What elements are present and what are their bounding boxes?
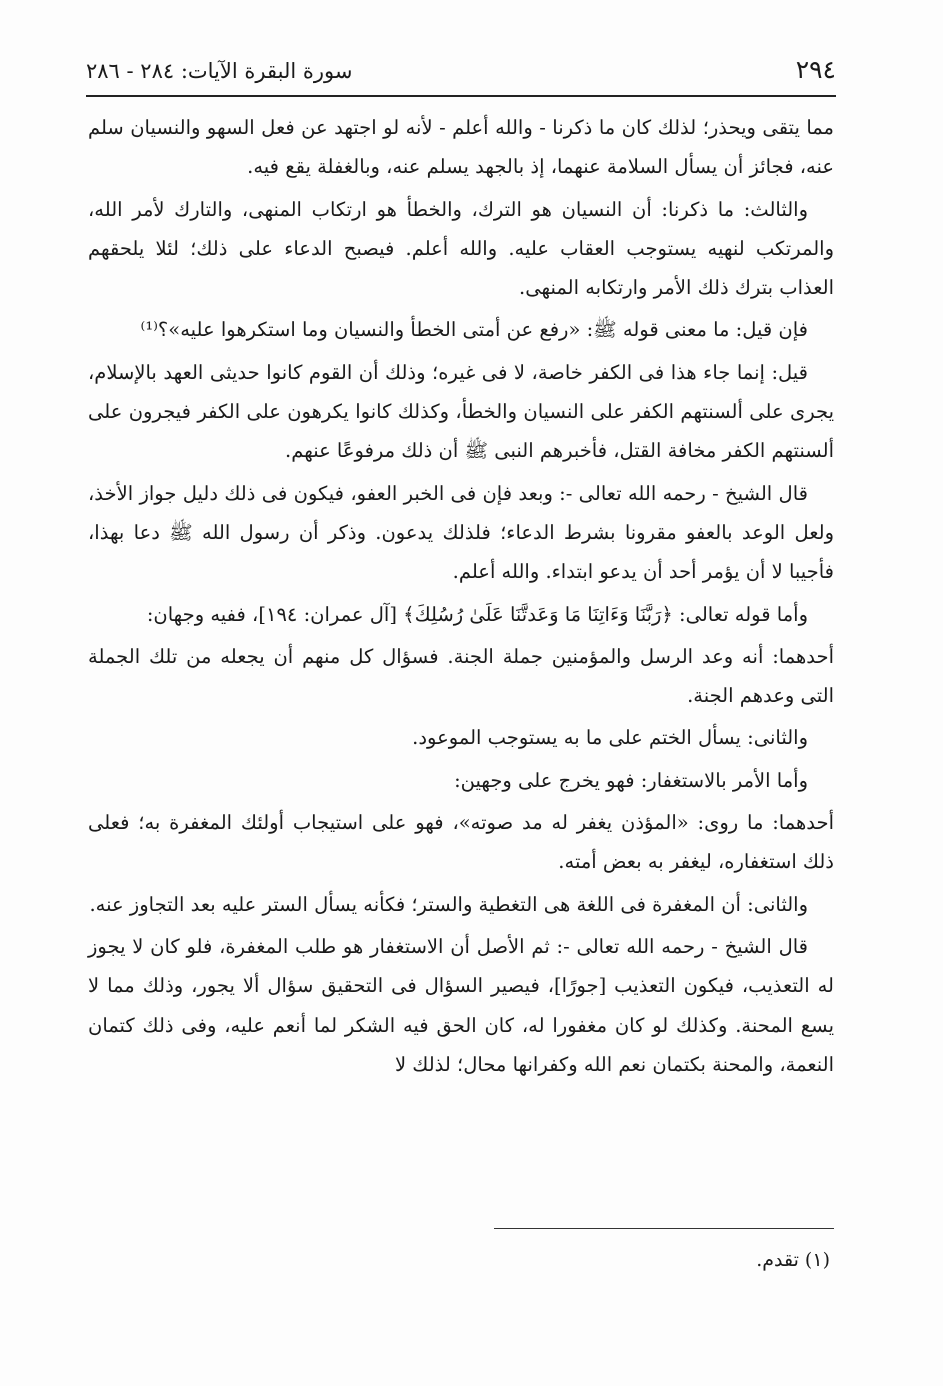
footnote-separator bbox=[494, 1228, 834, 1229]
paragraph: أحدهما: ما روى: «المؤذن يغفر له مد صوته»، فهو على استيجاب أولئك المغفرة به؛ فعلى ذلك استغفاره، ليغفر به بعض أمته. bbox=[88, 811, 834, 874]
paragraph: والثانى: يسأل الختم على ما به يستوجب الموعود. bbox=[412, 726, 808, 750]
page-number: ٢٩٤ bbox=[795, 55, 836, 84]
footnote-item: (١) تقدم. bbox=[756, 1249, 830, 1271]
paragraph: قال الشيخ - رحمه الله تعالى -: وبعد فإن فى الخبر العفو، فيكون فى ذلك دليل جواز الأخذ، ولعل الوعد بالعفو مقرونا بشرط الدعاء؛ فلذلك يدعون. وذكر أن رسول الله ﷺ دعا بهذا، فأجيبا لا أن يؤمر أحد أن يدعو ابتداء. والله أعلم. bbox=[88, 481, 834, 584]
paragraph: والثانى: أن المغفرة فى اللغة هى التغطية والستر؛ فكأنه يسأل الستر عليه بعد التجاوز عنه. bbox=[89, 892, 808, 916]
paragraph: فإن قيل: ما معنى قوله ﷺ: «رفع عن أمتى الخطأ والنسيان وما استكرهوا عليه»؟⁽¹⁾ bbox=[140, 318, 808, 342]
paragraph: أحدهما: أنه وعد الرسل والمؤمنين جملة الجنة. فسؤال كل منهم أن يجعله من تلك الجملة التى وعدهم الجنة. bbox=[88, 644, 834, 708]
running-title: سورة البقرة الآيات: ٢٨٤ - ٢٨٦ bbox=[86, 59, 353, 83]
paragraph: وأما الأمر بالاستغفار: فهو يخرج على وجهين: bbox=[454, 768, 808, 792]
header-rule bbox=[86, 95, 836, 97]
paragraph: وأما قوله تعالى: ﴿رَبَّنَا وَءَاتِنَا مَا وَعَدتَّنَا عَلَىٰ رُسُلِكَ﴾ [آل عمران: ١٩٤]، ففيه وجهان: bbox=[146, 602, 808, 626]
footnotes bbox=[88, 1244, 834, 1276]
paragraph: قيل: إنما جاء هذا فى الكفر خاصة، لا فى غيره؛ وذلك أن القوم كانوا حديثى العهد بالإسلام، يجرى على ألسنتهم الكفر على النسيان والخطأ، وكذلك كانوا يكرهون على الكفر فيجرون على ألسنتهم الكفر مخافة القتل، فأخبرهم النبى ﷺ أن ذلك مرفوعًا عنهم. bbox=[88, 360, 834, 463]
page-header bbox=[86, 52, 836, 92]
body-text bbox=[88, 108, 834, 1087]
paragraph: مما يتقى ويحذر؛ لذلك كان ما ذكرنا - والله أعلم - لأنه لو اجتهد عن فعل السهو والنسيان سلم عنه، فجائز أن يسأل السلامة عنهما، إذ بالجهد يسلم عنه، وبالغفلة يقع فيه. bbox=[88, 116, 834, 179]
paragraph: قال الشيخ - رحمه الله تعالى -: ثم الأصل أن الاستغفار هو طلب المغفرة، فلو كان لا يجوز له التعذيب، فيكون التعذيب [جورًا]، فيصير السؤال فى التحقيق سؤال ألا يجور، وذلك مما لا يسع المحنة. وكذلك لو كان مغفورا له، كان الحق فيه الشكر لما أنعم عليه، وفى ذلك كتمان النعمة، والمحنة بكتمان نعم الله وكفرانها محال؛ لذلك لا bbox=[88, 934, 834, 1076]
paragraph: والثالث: ما ذكرنا: أن النسيان هو الترك، والخطأ هو ارتكاب المنهى، والتارك لأمر الله، والمرتكب لنهيه يستوجب العقاب عليه. والله أعلم. فيصبح الدعاء على ذلك؛ لئلا يلحقهم العذاب بترك ذلك الأمر وارتكابه المنهى. bbox=[88, 197, 834, 300]
